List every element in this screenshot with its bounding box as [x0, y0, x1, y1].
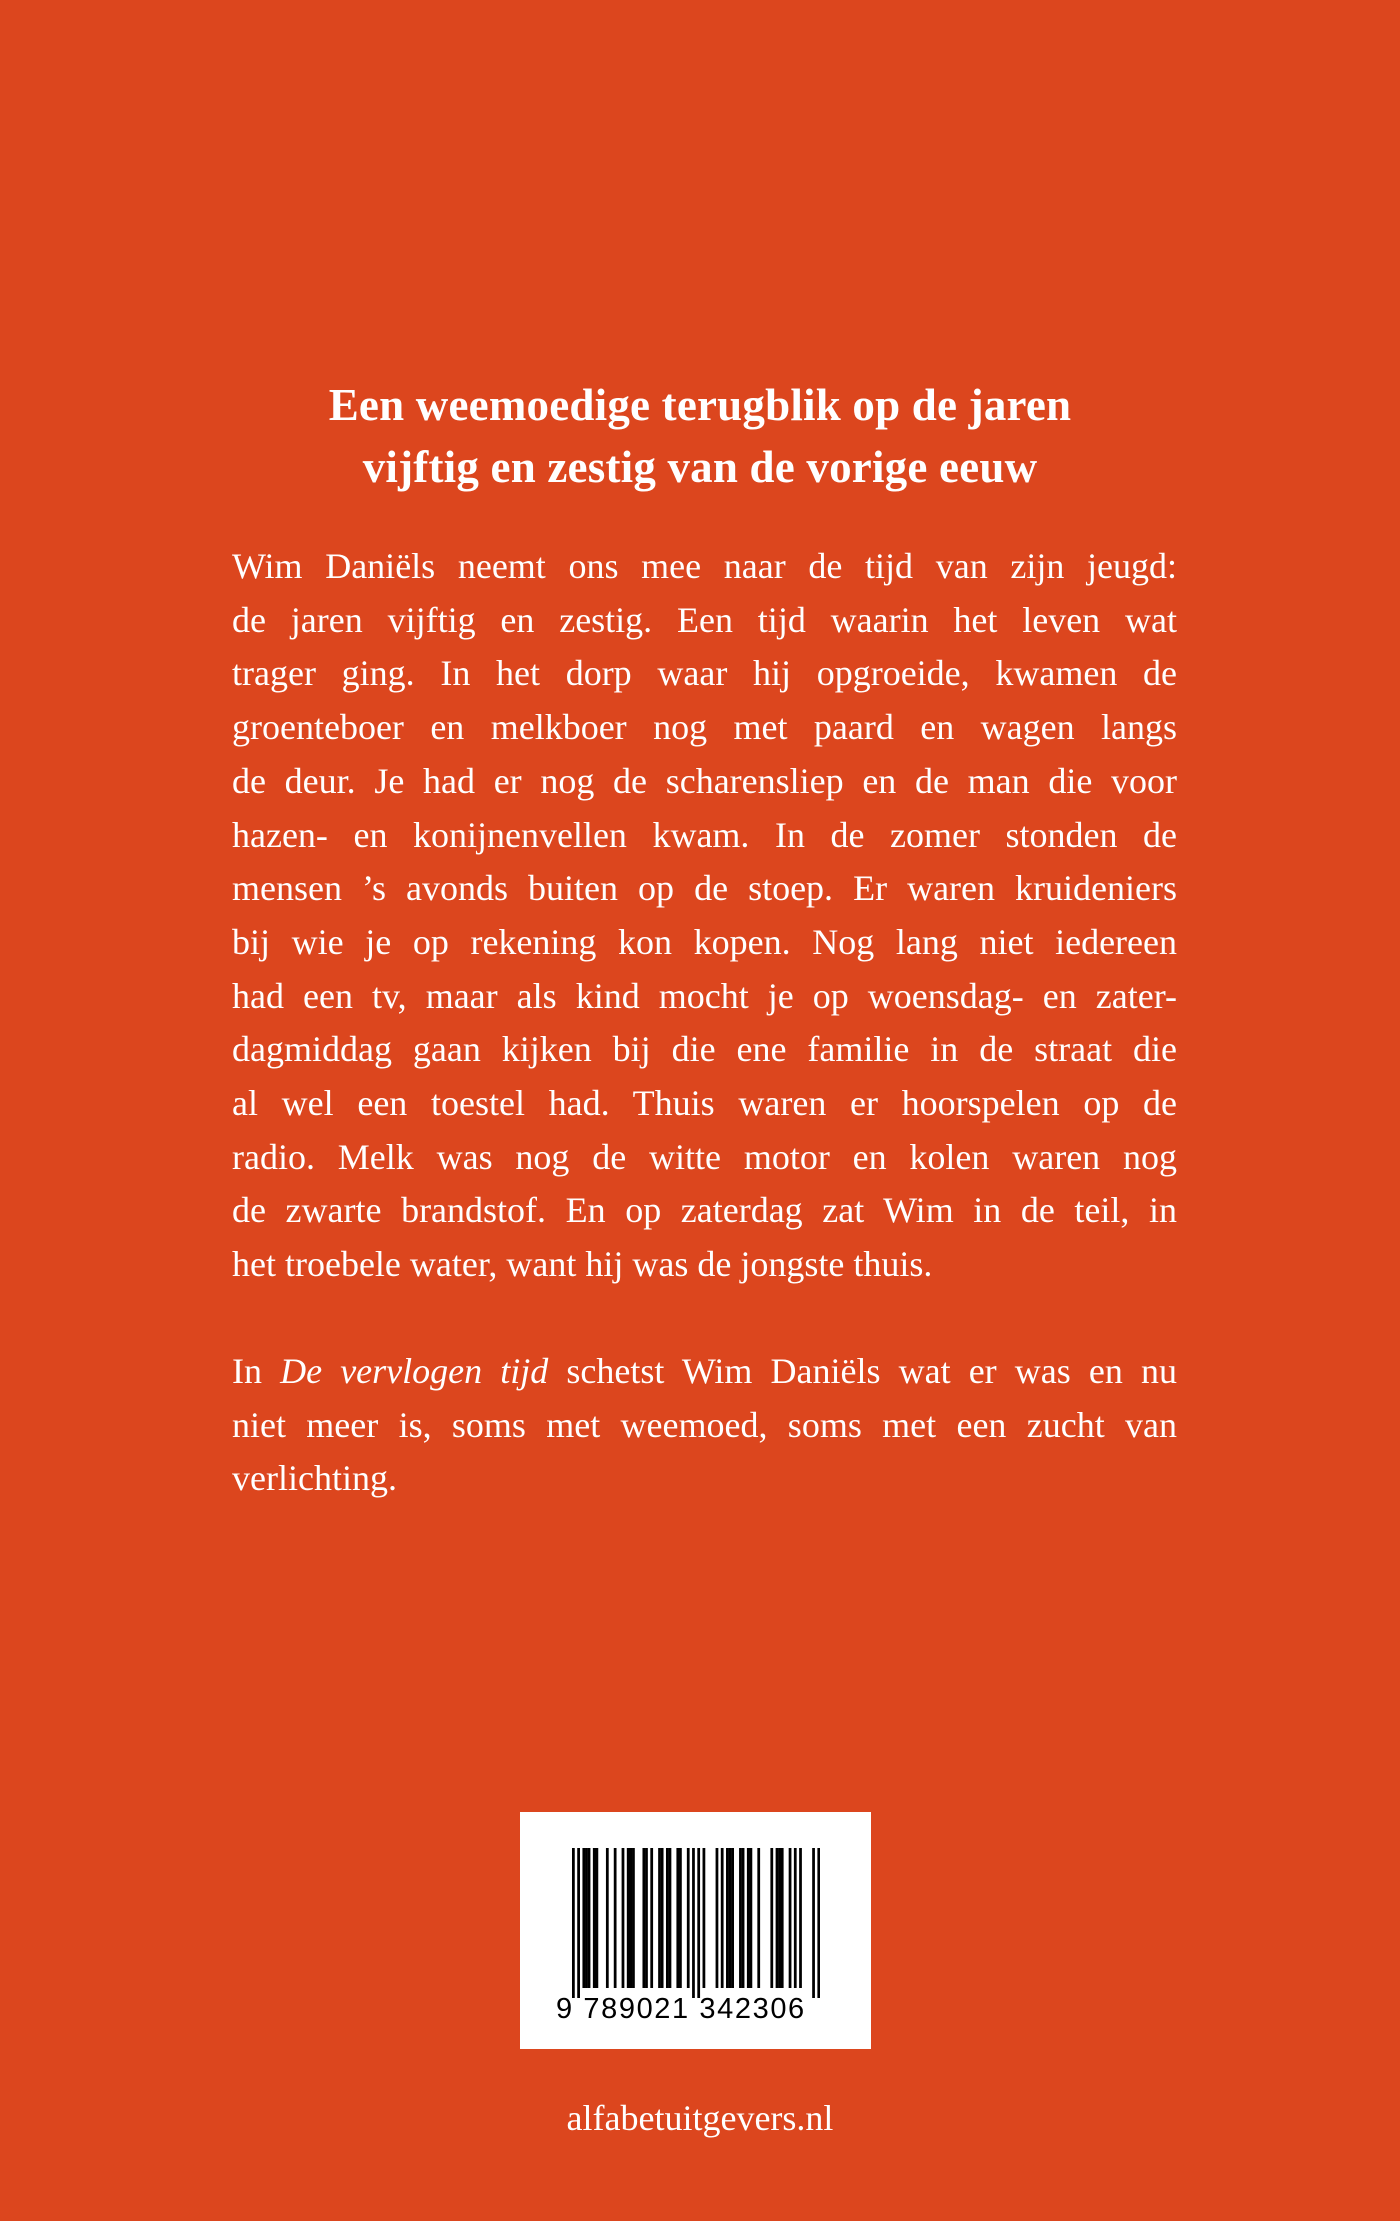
blurb-line: trager ging. In het dorp waar hij opgroeide, kwamen de — [232, 653, 1177, 694]
barcode-bar — [632, 1848, 635, 1988]
barcode-panel — [520, 1812, 871, 2049]
barcode-bar — [676, 1848, 679, 1988]
blurb-paragraph-2 — [232, 1345, 1177, 1506]
barcode-bar — [622, 1848, 625, 1988]
blurb-line: Wim Daniëls neemt ons mee naar de tijd van zijn jeugd: — [232, 546, 1177, 586]
barcode-bar — [627, 1848, 630, 1988]
blurb-text — [232, 540, 1177, 1506]
blurb-line: de deur. Je had er nog de scharensliep en de man die voor — [232, 760, 1177, 801]
blurb-line: mensen ’s avonds buiten op de stoep. Er waren kruideniers — [232, 868, 1177, 909]
barcode-bar — [666, 1848, 669, 1988]
barcode-bar — [716, 1848, 719, 1988]
headline — [160, 374, 1240, 498]
blurb-line: radio. Melk was nog de witte motor en kolen waren nog — [232, 1136, 1177, 1177]
barcode-bar — [692, 1848, 695, 1998]
barcode-bar — [595, 1848, 598, 1988]
blurb-line: hazen- en konijnenvellen kwam. In de zomer stonden de — [232, 814, 1177, 855]
blurb-line: de zwarte brandstof. En op zaterdag zat Wim in de teil, in — [232, 1190, 1177, 1231]
barcode-bar — [742, 1848, 745, 1988]
barcode-bar — [721, 1848, 724, 1988]
barcode-bar — [697, 1848, 700, 1998]
barcode-bar — [789, 1848, 792, 1988]
blurb-line: niet meer is, soms met weemoed, soms met een zucht van — [232, 1404, 1177, 1445]
blurb-line: groenteboer en melkboer nog met paard en wagen langs — [232, 707, 1177, 748]
blurb-line: het troebele water, want hij was de jongste thuis. — [232, 1244, 933, 1285]
barcode-bar — [669, 1848, 672, 1988]
barcode-bar — [679, 1848, 682, 1988]
barcode — [572, 1848, 820, 1998]
barcode-bar — [642, 1848, 645, 1988]
publisher-website: alfabetuitgevers.nl — [566, 2098, 834, 2138]
blurb-line: verlichting. — [232, 1458, 397, 1499]
barcode-bar — [731, 1848, 734, 1988]
barcode-bar — [757, 1848, 760, 1988]
barcode-bar — [588, 1848, 591, 1988]
barcode-bar — [593, 1848, 596, 1988]
barcode-bar — [572, 1848, 575, 1998]
barcode-bar — [778, 1848, 781, 1988]
barcode-bar — [629, 1848, 632, 1988]
book-title: De vervlogen tijd — [280, 1350, 549, 1391]
isbn-digits: 9 789021 342306 — [556, 1993, 806, 2025]
barcode-bar — [650, 1848, 653, 1988]
barcode-bar — [770, 1848, 773, 1988]
blurb-line: dagmiddag gaan kijken bij die ene familie in de straat die — [232, 1029, 1177, 1070]
paragraph-gap — [232, 1292, 1177, 1345]
barcode-bar — [645, 1848, 648, 1988]
blurb-line: al wel een toestel had. Thuis waren er hoorspelen op de — [232, 1083, 1177, 1124]
blurb-line-prefix: In — [232, 1350, 281, 1391]
barcode-bar — [781, 1848, 784, 1988]
barcode-bar — [817, 1848, 820, 1998]
barcode-bar — [577, 1848, 580, 1998]
barcode-bar — [776, 1848, 779, 1988]
barcode-bar — [799, 1848, 802, 1988]
blurb-paragraph-1 — [232, 540, 1177, 1292]
barcode-bar — [661, 1848, 664, 1988]
barcode-bar — [739, 1848, 742, 1988]
barcode-bar — [747, 1848, 750, 1988]
barcode-bar — [794, 1848, 797, 1988]
blurb-line — [232, 1345, 1177, 1399]
barcode-bar — [585, 1848, 588, 1988]
barcode-bar — [703, 1848, 706, 1988]
blurb-line: de jaren vijftig en zestig. Een tijd waarin het leven wat — [232, 599, 1177, 640]
blurb-line: had een tv, maar als kind mocht je op woensdag- en zater- — [232, 975, 1177, 1016]
barcode-bar — [726, 1848, 729, 1988]
headline-line-1: Een weemoedige terugblik op de jaren — [328, 380, 1072, 430]
barcode-bar — [687, 1848, 690, 1988]
barcode-bar — [729, 1848, 732, 1988]
blurb-line: bij wie je op rekening kon kopen. Nog lang niet iedereen — [232, 921, 1177, 962]
blurb-line-suffix: schetst Wim Daniëls wat er was en nu — [548, 1350, 1177, 1391]
barcode-bar — [582, 1848, 585, 1988]
barcode-bar — [614, 1848, 617, 1988]
barcode-bar — [658, 1848, 661, 1988]
headline-line-2: vijftig en zestig van de vorige eeuw — [362, 442, 1038, 492]
barcode-bar — [812, 1848, 815, 1998]
barcode-bar — [606, 1848, 609, 1988]
barcode-bar — [750, 1848, 753, 1988]
